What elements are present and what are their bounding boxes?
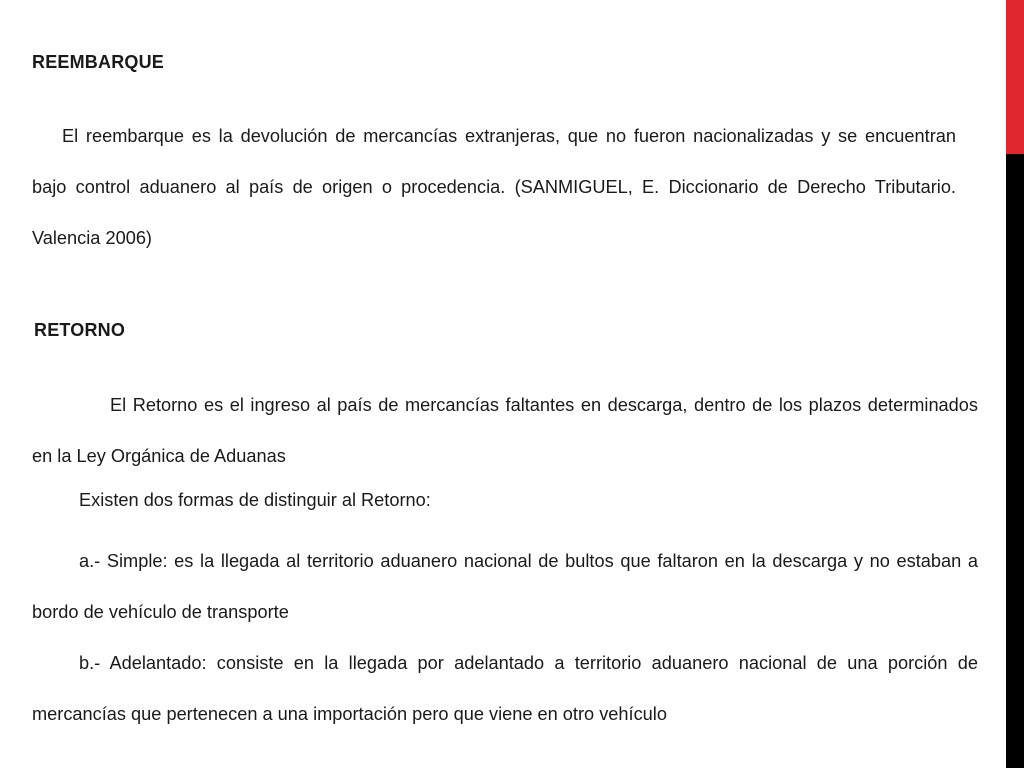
side-accent-bar <box>1006 0 1024 768</box>
paragraph-reembarque-definition: El reembarque es la devolución de mercancías extranjeras, que no fueron nacionalizadas y se encuentran bajo control aduanero al país de origen o procedencia. (SANMIGUEL, E. Diccionario de Derecho Tributario. Valencia 2006) <box>32 126 956 248</box>
paragraph-retorno-adelantado: b.- Adelantado: consiste en la llegada por adelantado a territorio aduanero nacional de una porción de mercancías que pertenecen a una importación pero que viene en otro vehículo <box>32 653 978 724</box>
heading-retorno: RETORNO <box>34 320 126 340</box>
paragraph-retorno-simple: a.- Simple: es la llegada al territorio aduanero nacional de bultos que faltaron en la descarga y no estaban a bordo de vehículo de transporte <box>32 551 978 622</box>
side-accent-red <box>1006 0 1024 154</box>
heading-reembarque: REEMBARQUE <box>32 52 165 72</box>
paragraph-retorno-forms-intro: Existen dos formas de distinguir al Retorno: <box>79 490 431 510</box>
paragraph-retorno-definition: El Retorno es el ingreso al país de mercancías faltantes en descarga, dentro de los plazos determinados en la Ley Orgánica de Aduanas <box>32 395 978 466</box>
side-accent-black <box>1006 154 1024 768</box>
